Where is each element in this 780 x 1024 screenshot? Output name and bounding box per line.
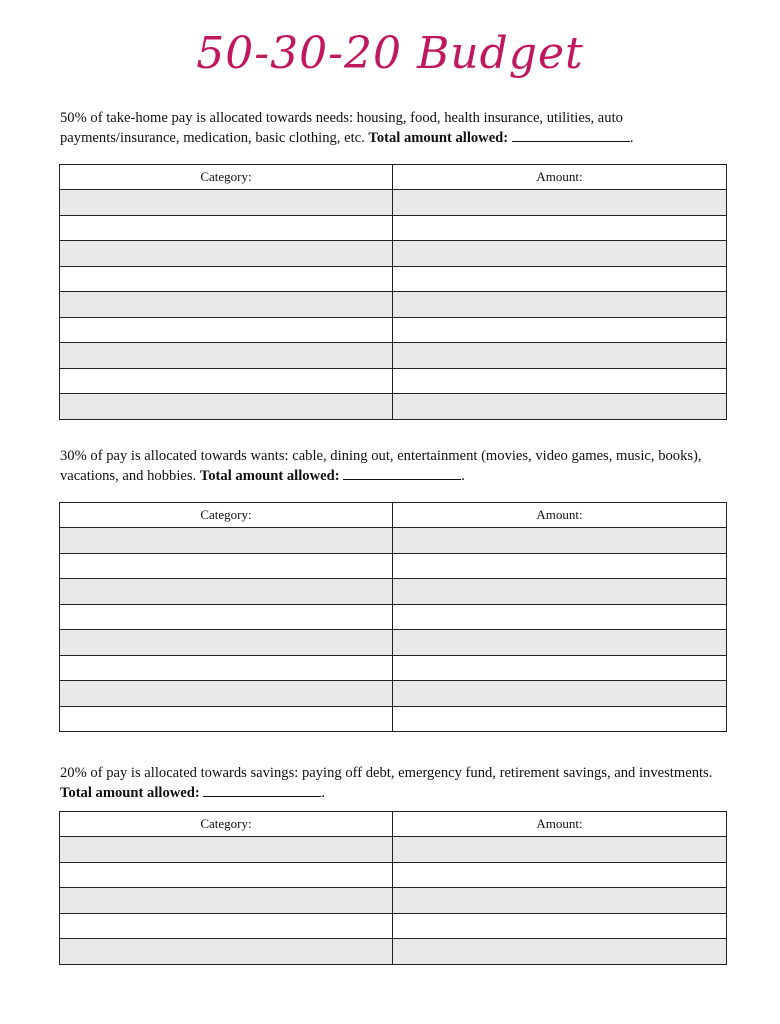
category-cell[interactable] — [60, 837, 393, 863]
category-cell[interactable] — [60, 706, 393, 732]
amount-cell[interactable] — [393, 655, 727, 681]
category-cell[interactable] — [60, 579, 393, 605]
savings-table — [59, 811, 727, 965]
needs-total-label: Total amount allowed: — [368, 130, 509, 146]
amount-cell[interactable] — [393, 241, 727, 267]
amount-cell[interactable] — [393, 579, 727, 605]
table-row — [60, 215, 727, 241]
table-row — [60, 368, 727, 394]
category-cell[interactable] — [60, 368, 393, 394]
page-title: 50-30-20 Budget — [196, 28, 584, 79]
amount-cell[interactable] — [393, 681, 727, 707]
category-cell[interactable] — [60, 553, 393, 579]
table-row — [60, 604, 727, 630]
amount-header: Amount: — [393, 165, 727, 190]
table-header-row — [60, 812, 727, 837]
amount-cell[interactable] — [393, 888, 727, 914]
amount-cell[interactable] — [393, 939, 727, 965]
table-header-row — [60, 503, 727, 528]
savings-intro: 20% of pay is allocated towards savings: paying off debt, emergency fund, retirement savings, and investments. Total amount allowed: . — [60, 765, 713, 801]
table-row — [60, 553, 727, 579]
table-row — [60, 655, 727, 681]
category-cell[interactable] — [60, 292, 393, 318]
category-header: Category: — [60, 812, 393, 837]
savings-description: 20% of pay is allocated towards savings: paying off debt, emergency fund, retirement savings, and investments. — [60, 765, 713, 781]
wants-table — [59, 502, 727, 732]
amount-cell[interactable] — [393, 630, 727, 656]
table-row — [60, 528, 727, 554]
amount-cell[interactable] — [393, 394, 727, 420]
savings-total-blank[interactable] — [203, 783, 321, 797]
category-cell[interactable] — [60, 317, 393, 343]
category-cell[interactable] — [60, 190, 393, 216]
amount-cell[interactable] — [393, 317, 727, 343]
needs-description: 50% of take-home pay is allocated towards needs: housing, food, health insurance, utilities, auto payments/insurance, medication, basic clothing, etc. — [60, 110, 623, 146]
amount-cell[interactable] — [393, 553, 727, 579]
table-row — [60, 706, 727, 732]
amount-cell[interactable] — [393, 706, 727, 732]
amount-header: Amount: — [393, 503, 727, 528]
table-row — [60, 837, 727, 863]
category-cell[interactable] — [60, 343, 393, 369]
wants-intro: 30% of pay is allocated towards wants: cable, dining out, entertainment (movies, video games, music, books), vacations, and hobbies. Total amount allowed: . — [60, 448, 702, 484]
table-row — [60, 394, 727, 420]
amount-cell[interactable] — [393, 862, 727, 888]
category-header: Category: — [60, 503, 393, 528]
table-row — [60, 343, 727, 369]
table-header-row — [60, 165, 727, 190]
needs-total-blank[interactable] — [512, 128, 630, 142]
category-header: Category: — [60, 165, 393, 190]
category-cell[interactable] — [60, 630, 393, 656]
category-cell[interactable] — [60, 215, 393, 241]
amount-cell[interactable] — [393, 913, 727, 939]
table-row — [60, 681, 727, 707]
amount-header: Amount: — [393, 812, 727, 837]
category-cell[interactable] — [60, 939, 393, 965]
table-row — [60, 190, 727, 216]
category-cell[interactable] — [60, 862, 393, 888]
category-cell[interactable] — [60, 241, 393, 267]
table-row — [60, 317, 727, 343]
table-row — [60, 913, 727, 939]
amount-cell[interactable] — [393, 368, 727, 394]
table-row — [60, 939, 727, 965]
table-row — [60, 862, 727, 888]
amount-cell[interactable] — [393, 190, 727, 216]
category-cell[interactable] — [60, 655, 393, 681]
amount-cell[interactable] — [393, 837, 727, 863]
amount-cell[interactable] — [393, 528, 727, 554]
needs-intro: 50% of take-home pay is allocated towards needs: housing, food, health insurance, utilities, auto payments/insurance, medication, basic clothing, etc. Total amount allowed: . — [60, 110, 634, 146]
category-cell[interactable] — [60, 888, 393, 914]
amount-cell[interactable] — [393, 604, 727, 630]
table-row — [60, 630, 727, 656]
table-row — [60, 266, 727, 292]
table-row — [60, 292, 727, 318]
wants-total-label: Total amount allowed: — [199, 468, 340, 484]
category-cell[interactable] — [60, 681, 393, 707]
category-cell[interactable] — [60, 913, 393, 939]
savings-total-label: Total amount allowed: — [60, 785, 200, 801]
wants-description: 30% of pay is allocated towards wants: cable, dining out, entertainment (movies, video games, music, books), vacations, and hobbies. — [60, 448, 702, 484]
category-cell[interactable] — [60, 266, 393, 292]
category-cell[interactable] — [60, 394, 393, 420]
amount-cell[interactable] — [393, 266, 727, 292]
wants-total-blank[interactable] — [343, 466, 461, 480]
category-cell[interactable] — [60, 528, 393, 554]
table-row — [60, 241, 727, 267]
table-row — [60, 579, 727, 605]
amount-cell[interactable] — [393, 343, 727, 369]
table-row — [60, 888, 727, 914]
needs-table — [59, 164, 727, 420]
amount-cell[interactable] — [393, 292, 727, 318]
amount-cell[interactable] — [393, 215, 727, 241]
category-cell[interactable] — [60, 604, 393, 630]
